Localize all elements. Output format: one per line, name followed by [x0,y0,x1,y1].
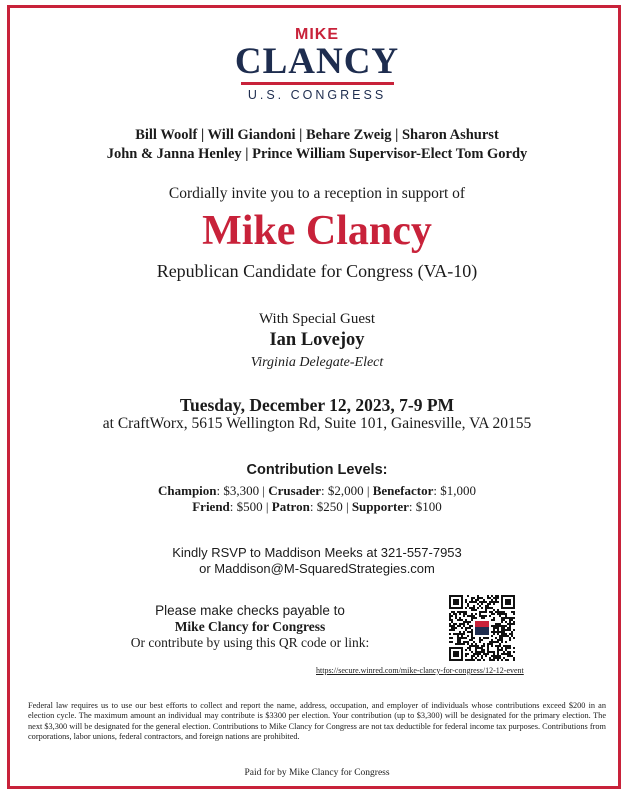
separator: | [262,499,272,514]
rsvp-line-1: Kindly RSVP to Maddison Meeks at 321-557-7953 [172,545,462,560]
contribution-levels-line-1 [0,483,634,499]
logo-subtitle: U.S. CONGRESS [247,88,387,102]
level-amount: : $3,300 [216,483,260,498]
separator: | [363,483,373,498]
qr-code-icon[interactable] [449,595,515,661]
level-amount: : $500 [229,499,263,514]
candidate-name: Mike Clancy [202,208,432,254]
invite-text: Cordially invite you to a reception in support of [168,185,466,202]
level-name: Supporter [351,499,409,514]
rsvp-email: or Maddison@M-SquaredStrategies.com [199,561,435,576]
event-date-time: Tuesday, December 12, 2023, 7-9 PM [179,395,455,415]
separator: | [342,499,352,514]
contribution-heading: Contribution Levels: [246,462,388,478]
level-name: Champion [158,483,217,498]
legal-disclaimer: Federal law requires us to use our best efforts to collect and report the name, address, occupation, and employer of individuals whose contributions exceed $200 in an election cycle. The maximum amount an individual may contribute is $3300 per election. Your contribution (up to $3,300) will be designated for the primary election. The next $3,300 will be designated for the general election. Contributions to Mike Clancy for Congress are not tax deductible for federal income tax purposes. Contributions from corporations, labor unions, federal contractors, and foreign nations are prohibited. [28,701,606,741]
special-guest-label: With Special Guest [258,311,376,327]
hosts-line-1: Bill Woolf | Will Giandoni | Behare Zweig | Sharon Ashurst [135,127,499,143]
level-amount: : $2,000 [320,483,364,498]
candidate-office: Republican Candidate for Congress (VA-10) [156,261,478,281]
contribution-levels-line-2 [0,499,634,515]
logo-last-name: CLANCY [234,41,400,82]
level-name: Friend [192,499,230,514]
special-guest-title: Virginia Delegate-Elect [250,355,384,370]
level-name: Benefactor [372,483,434,498]
special-guest-name: Ian Lovejoy [269,330,365,350]
level-name: Crusader [268,483,321,498]
level-amount: : $100 [408,499,442,514]
level-amount: : $1,000 [433,483,476,498]
paid-for-by: Paid for by Mike Clancy for Congress [244,768,390,778]
donation-link[interactable]: https://secure.winred.com/mike-clancy-for-congress/12-12-event [316,666,524,675]
event-venue: at CraftWorx, 5615 Wellington Rd, Suite 101, Gainesville, VA 20155 [102,415,532,432]
logo-first-name: MIKE [295,26,339,43]
checks-instructions: Please make checks payable to [155,603,345,618]
level-name: Patron [271,499,310,514]
hosts-line-2: John & Janna Henley | Prince William Supervisor-Elect Tom Gordy [106,146,528,162]
checks-payee: Mike Clancy for Congress [174,619,326,634]
separator: | [259,483,269,498]
level-amount: : $250 [309,499,343,514]
qr-instructions: Or contribute by using this QR code or link: [130,635,370,650]
logo-rule [241,82,394,85]
